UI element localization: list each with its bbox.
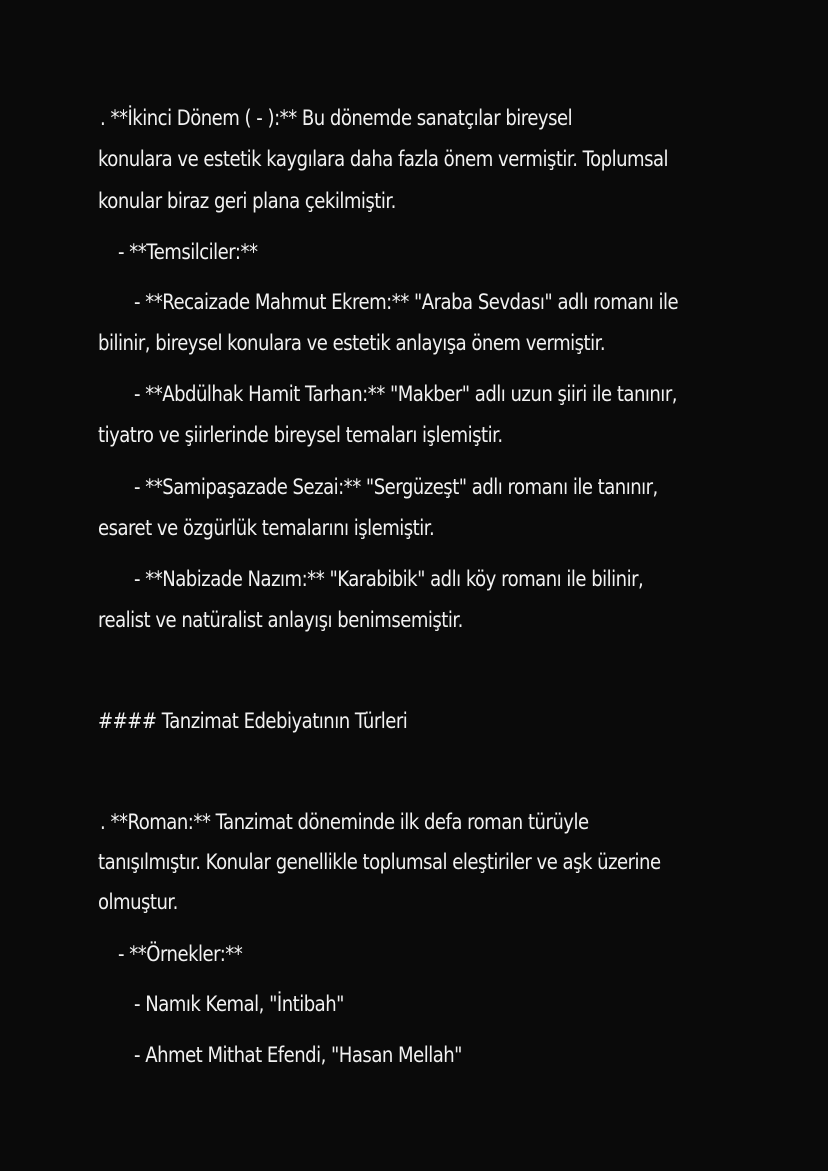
paragraph-line: konulara ve estetik kaygılara daha fazla önem vermiştir. Toplumsal bbox=[98, 147, 669, 171]
examples-heading: - **Örnekler:** bbox=[118, 942, 243, 966]
list-item-abdulhak-hamit: - **Abdülhak Hamit Tarhan:** "Makber" adlı uzun şiiri ile tanınır, bbox=[134, 382, 677, 406]
paragraph-line: olmuştur. bbox=[98, 890, 178, 914]
paragraph-line: tanışılmıştır. Konular genellikle toplumsal eleştiriler ve aşk üzerine bbox=[98, 850, 661, 874]
list-item-recaizade-continued: bilinir, bireysel konulara ve estetik anlayışa önem vermiştir. bbox=[98, 331, 606, 355]
list-item-samipasazade-continued: esaret ve özgürlük temalarını işlemiştir. bbox=[98, 516, 435, 540]
list-item-samipasazade: - **Samipaşazade Sezai:** "Sergüzeşt" adlı romanı ile tanınır, bbox=[134, 475, 658, 499]
representatives-heading: - **Temsilciler:** bbox=[118, 240, 258, 264]
list-item-abdulhak-hamit-continued: tiyatro ve şiirlerinde bireysel temaları işlemiştir. bbox=[98, 423, 503, 447]
list-item-nabizade: - **Nabizade Nazım:** "Karabibik" adlı köy romanı ile bilinir, bbox=[134, 567, 644, 591]
list-item-recaizade: - **Recaizade Mahmut Ekrem:** "Araba Sevdası" adlı romanı ile bbox=[134, 290, 679, 314]
list-item-nabizade-continued: realist ve natüralist anlayışı benimsemiştir. bbox=[98, 608, 463, 632]
list-item-roman: . **Roman:** Tanzimat döneminde ilk defa roman türüyle bbox=[100, 810, 589, 834]
list-item-example: - Namık Kemal, "İntibah" bbox=[134, 992, 344, 1016]
list-item-example: - Ahmet Mithat Efendi, "Hasan Mellah" bbox=[134, 1043, 462, 1067]
section-genres-heading: #### Tanzimat Edebiyatının Türleri bbox=[98, 709, 408, 733]
paragraph-line: konular biraz geri plana çekilmiştir. bbox=[98, 189, 396, 213]
section-second-period-heading: . **İkinci Dönem ( - ):** Bu dönemde sanatçılar bireysel bbox=[100, 106, 573, 130]
